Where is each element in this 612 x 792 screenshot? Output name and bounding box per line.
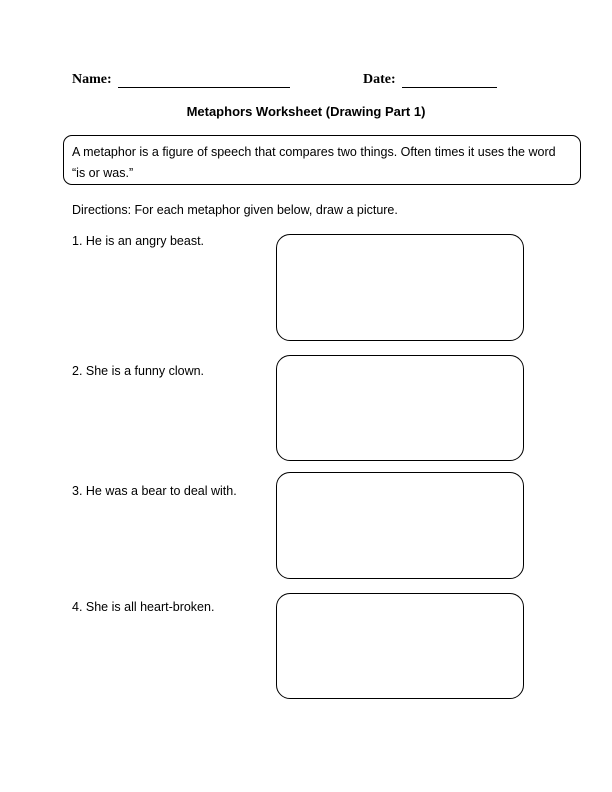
directions-text: Directions: For each metaphor given below, draw a picture. — [72, 203, 398, 217]
name-field — [72, 72, 290, 88]
metaphor-item-1: 1. He is an angry beast. — [72, 234, 205, 248]
name-input-line[interactable] — [118, 73, 290, 88]
drawing-box-1[interactable] — [276, 234, 524, 341]
metaphor-item-2: 2. She is a funny clown. — [72, 364, 205, 378]
date-label: Date: — [363, 72, 396, 87]
metaphor-item-3: 3. He was a bear to deal with. — [72, 484, 237, 498]
worksheet-title: Metaphors Worksheet (Drawing Part 1) — [186, 104, 426, 119]
drawing-box-4[interactable] — [276, 593, 524, 699]
definition-box — [63, 135, 581, 185]
name-label: Name: — [72, 72, 112, 87]
date-field — [363, 72, 497, 88]
drawing-box-3[interactable] — [276, 472, 524, 579]
metaphor-item-4: 4. She is all heart-broken. — [72, 600, 215, 614]
definition-text: A metaphor is a figure of speech that compares two things. Often times it uses the word “is or was.” — [72, 145, 556, 180]
drawing-box-2[interactable] — [276, 355, 524, 461]
date-input-line[interactable] — [402, 73, 497, 88]
